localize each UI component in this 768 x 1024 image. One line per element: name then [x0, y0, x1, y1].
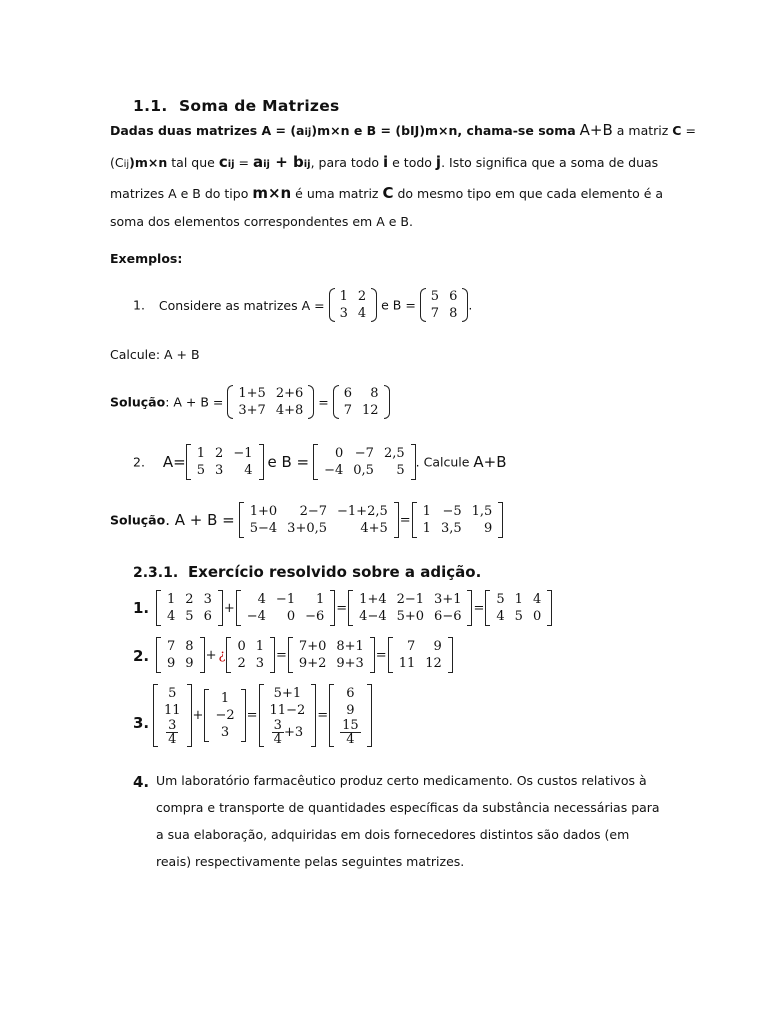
matrix-a: 1 2 −1 5 3 4: [186, 445, 264, 479]
result-matrix: 1 −5 1,5 1 3,5 9: [412, 503, 504, 537]
exercise-3-number: 3.: [133, 714, 150, 732]
stray-glyph: ¿: [218, 647, 226, 663]
matrix-b: 4 −1 1 −4 0 −6: [236, 591, 336, 625]
intro-line-3: matrizes A e B do tipo m×n é uma matriz C do mesmo tipo em que cada elemento é a: [110, 184, 664, 202]
sum-matrix: 1+5 2+6 3+7 4+8: [227, 385, 314, 419]
calculate-prompt: Calcule: A + B: [110, 347, 200, 362]
section-title: Soma de Matrizes: [178, 97, 340, 115]
matrix-a: 1 2 3 4 5 6: [156, 591, 223, 625]
example-2: 2. A= 1 2 −1 5 3 4 e B = 0 −7 2,5 −4 0,5 5 . Calcule A+B: [133, 446, 507, 478]
exercise-2: 7 8 9 9 + ¿ 0 1 2 3 = 7+0 8+1 9+2 9+3 = 7 9 11 12: [156, 638, 453, 672]
exercise-1-number: 1.: [133, 599, 150, 617]
subsection-heading: 2.3.1. Exercício resolvido sobre a adição.: [133, 563, 482, 581]
section-heading: [133, 97, 340, 115]
sum-matrix: 1+0 2−7 −1+2,5 5−4 3+0,5 4+5: [239, 503, 399, 537]
column-result: 6 9 $\frac{15}{4}$: [329, 685, 372, 746]
exercise-1: 1 2 3 4 5 6 + 4 −1 1 −4 0 −6 = 1+4 2−1 3+1 4−4 5+0 6−6 = 5 1 4 4 5 0: [156, 591, 552, 625]
example-1-number: 1.: [133, 297, 145, 313]
exercise-4-text: Um laboratório farmacêutico produz certo medicamento. Os custos relativos à compra e transporte de quantidades específicas da substância necessárias para a sua elaboração, adquiridas em dois fornecedores distintos são dados (em reais) respectivamente pelas seguintes matrizes.: [156, 773, 660, 869]
column-sum: 5+1 11−2 $\frac{3}{4}$ +3: [259, 685, 317, 746]
intro-line-4: soma dos elementos correspondentes em A e B.: [110, 214, 413, 229]
exercise-2-number: 2.: [133, 647, 150, 665]
result-matrix: 7 9 11 12: [388, 638, 453, 672]
exercise-3: 5 11 $\frac{3}{4}$ + 1 −2 3 = 5+1 11−2 $\frac{3}{4}$ +3 = 6 9 $\frac{15}{4}$: [153, 685, 372, 746]
example-1: 1. Considere as matrizes A = 1 2 3 4 e B = 5 6 7 8 .: [133, 289, 473, 321]
sum-matrix: 7+0 8+1 9+2 9+3: [288, 638, 375, 672]
solution-1: Solução: A + B = 1+5 2+6 3+7 4+8 = 6 8 7 12: [110, 385, 390, 419]
examples-label: Exemplos:: [110, 251, 183, 266]
intro-line-1: Dadas duas matrizes A = (aij)m×n e B = (bIJ)m×n, chama-se soma A+B a matriz C =: [110, 121, 696, 139]
column-a: 5 11 $\frac{3}{4}$: [153, 685, 192, 746]
solution-2: Solução. A + B = 1+0 2−7 −1+2,5 5−4 3+0,5 4+5 = 1 −5 1,5 1 3,5 9: [110, 503, 503, 537]
result-matrix: 5 1 4 4 5 0: [485, 591, 552, 625]
exercise-4-number: 4.: [133, 773, 150, 791]
result-matrix: 6 8 7 12: [333, 385, 390, 419]
intro-line-2: (Cij)m×n tal que cij = aij + bij, para todo i e todo j. Isto significa que a soma de duas: [110, 153, 659, 171]
column-b: 1 −2 3: [204, 690, 245, 741]
matrix-b: 5 6 7 8: [420, 288, 469, 322]
matrix-a: 1 2 3 4: [329, 288, 378, 322]
sum-matrix: 1+4 2−1 3+1 4−4 5+0 6−6: [348, 591, 472, 625]
matrix-b: 0 −7 2,5 −4 0,5 5: [313, 445, 416, 479]
section-number: 1.1.: [133, 97, 168, 115]
matrix-a: 7 8 9 9: [156, 638, 205, 672]
matrix-b: 0 1 2 3: [226, 638, 275, 672]
